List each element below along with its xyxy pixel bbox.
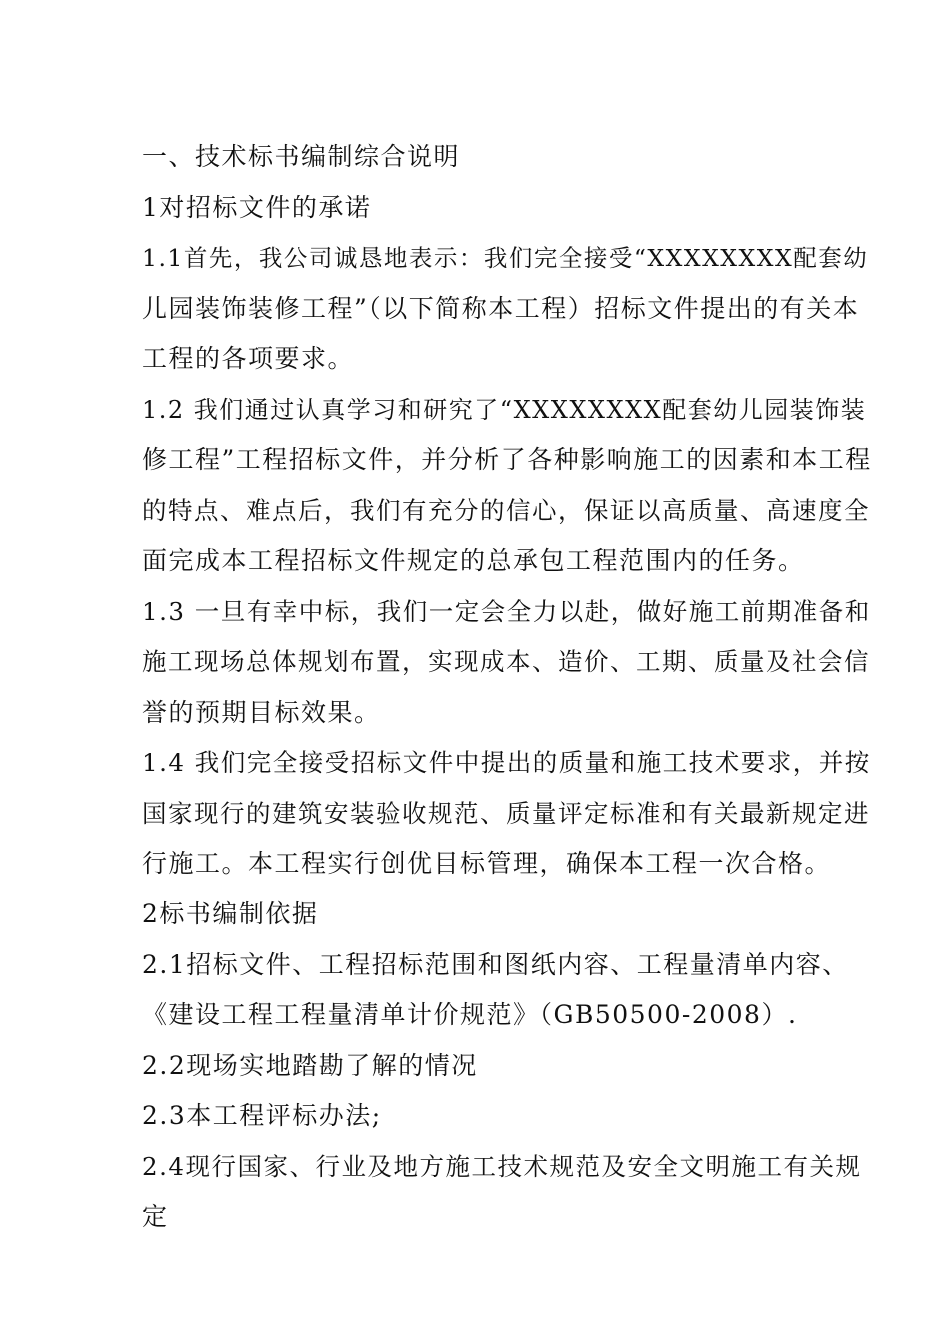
section-heading: 一、技术标书编制综合说明: [142, 142, 461, 171]
paragraph-line: 国家现行的建筑安装验收规范、质量评定标准和有关最新规定进: [142, 799, 870, 828]
paragraph-line: 面完成本工程招标文件规定的总承包工程范围内的任务。: [142, 546, 805, 575]
paragraph-line: 2.3本工程评标办法;: [142, 1101, 382, 1130]
subsection-heading: 2标书编制依据: [142, 899, 319, 928]
paragraph-line: 2.1招标文件、工程招标范围和图纸内容、工程量清单内容、: [142, 950, 849, 979]
paragraph-line: 1.1首先，我公司诚恳地表示：我们完全接受“XXXXXXXX配套幼: [142, 244, 869, 272]
paragraph-line: 《建设工程工程量清单计价规范》（GB50500-2008）.: [142, 1000, 798, 1029]
paragraph-line: 儿园装饰装修工程”（以下简称本工程）招标文件提出的有关本: [142, 294, 860, 323]
paragraph-line: 工程的各项要求。: [142, 344, 355, 373]
paragraph-line: 1.3 一旦有幸中标，我们一定会全力以赴，做好施工前期准备和: [142, 597, 871, 626]
paragraph-line: 定: [142, 1202, 169, 1231]
paragraph-line: 行施工。本工程实行创优目标管理，确保本工程一次合格。: [142, 849, 832, 878]
paragraph-line: 2.2现场实地踏勘了解的情况: [142, 1051, 478, 1080]
paragraph-line: 1.2 我们通过认真学习和研究了“XXXXXXXX配套幼儿园装饰装: [142, 396, 867, 424]
paragraph-line: 的特点、难点后，我们有充分的信心，保证以高质量、高速度全: [142, 496, 870, 525]
paragraph-line: 誉的预期目标效果。: [142, 698, 381, 727]
paragraph-line: 1.4 我们完全接受招标文件中提出的质量和施工技术要求，并按: [142, 748, 871, 777]
paragraph-line: 2.4现行国家、行业及地方施工技术规范及安全文明施工有关规: [142, 1152, 862, 1181]
subsection-heading: 1对招标文件的承诺: [142, 193, 372, 222]
paragraph-line: 修工程”工程招标文件，并分析了各种影响施工的因素和本工程: [142, 445, 872, 474]
paragraph-line: 施工现场总体规划布置，实现成本、造价、工期、质量及社会信: [142, 647, 870, 676]
